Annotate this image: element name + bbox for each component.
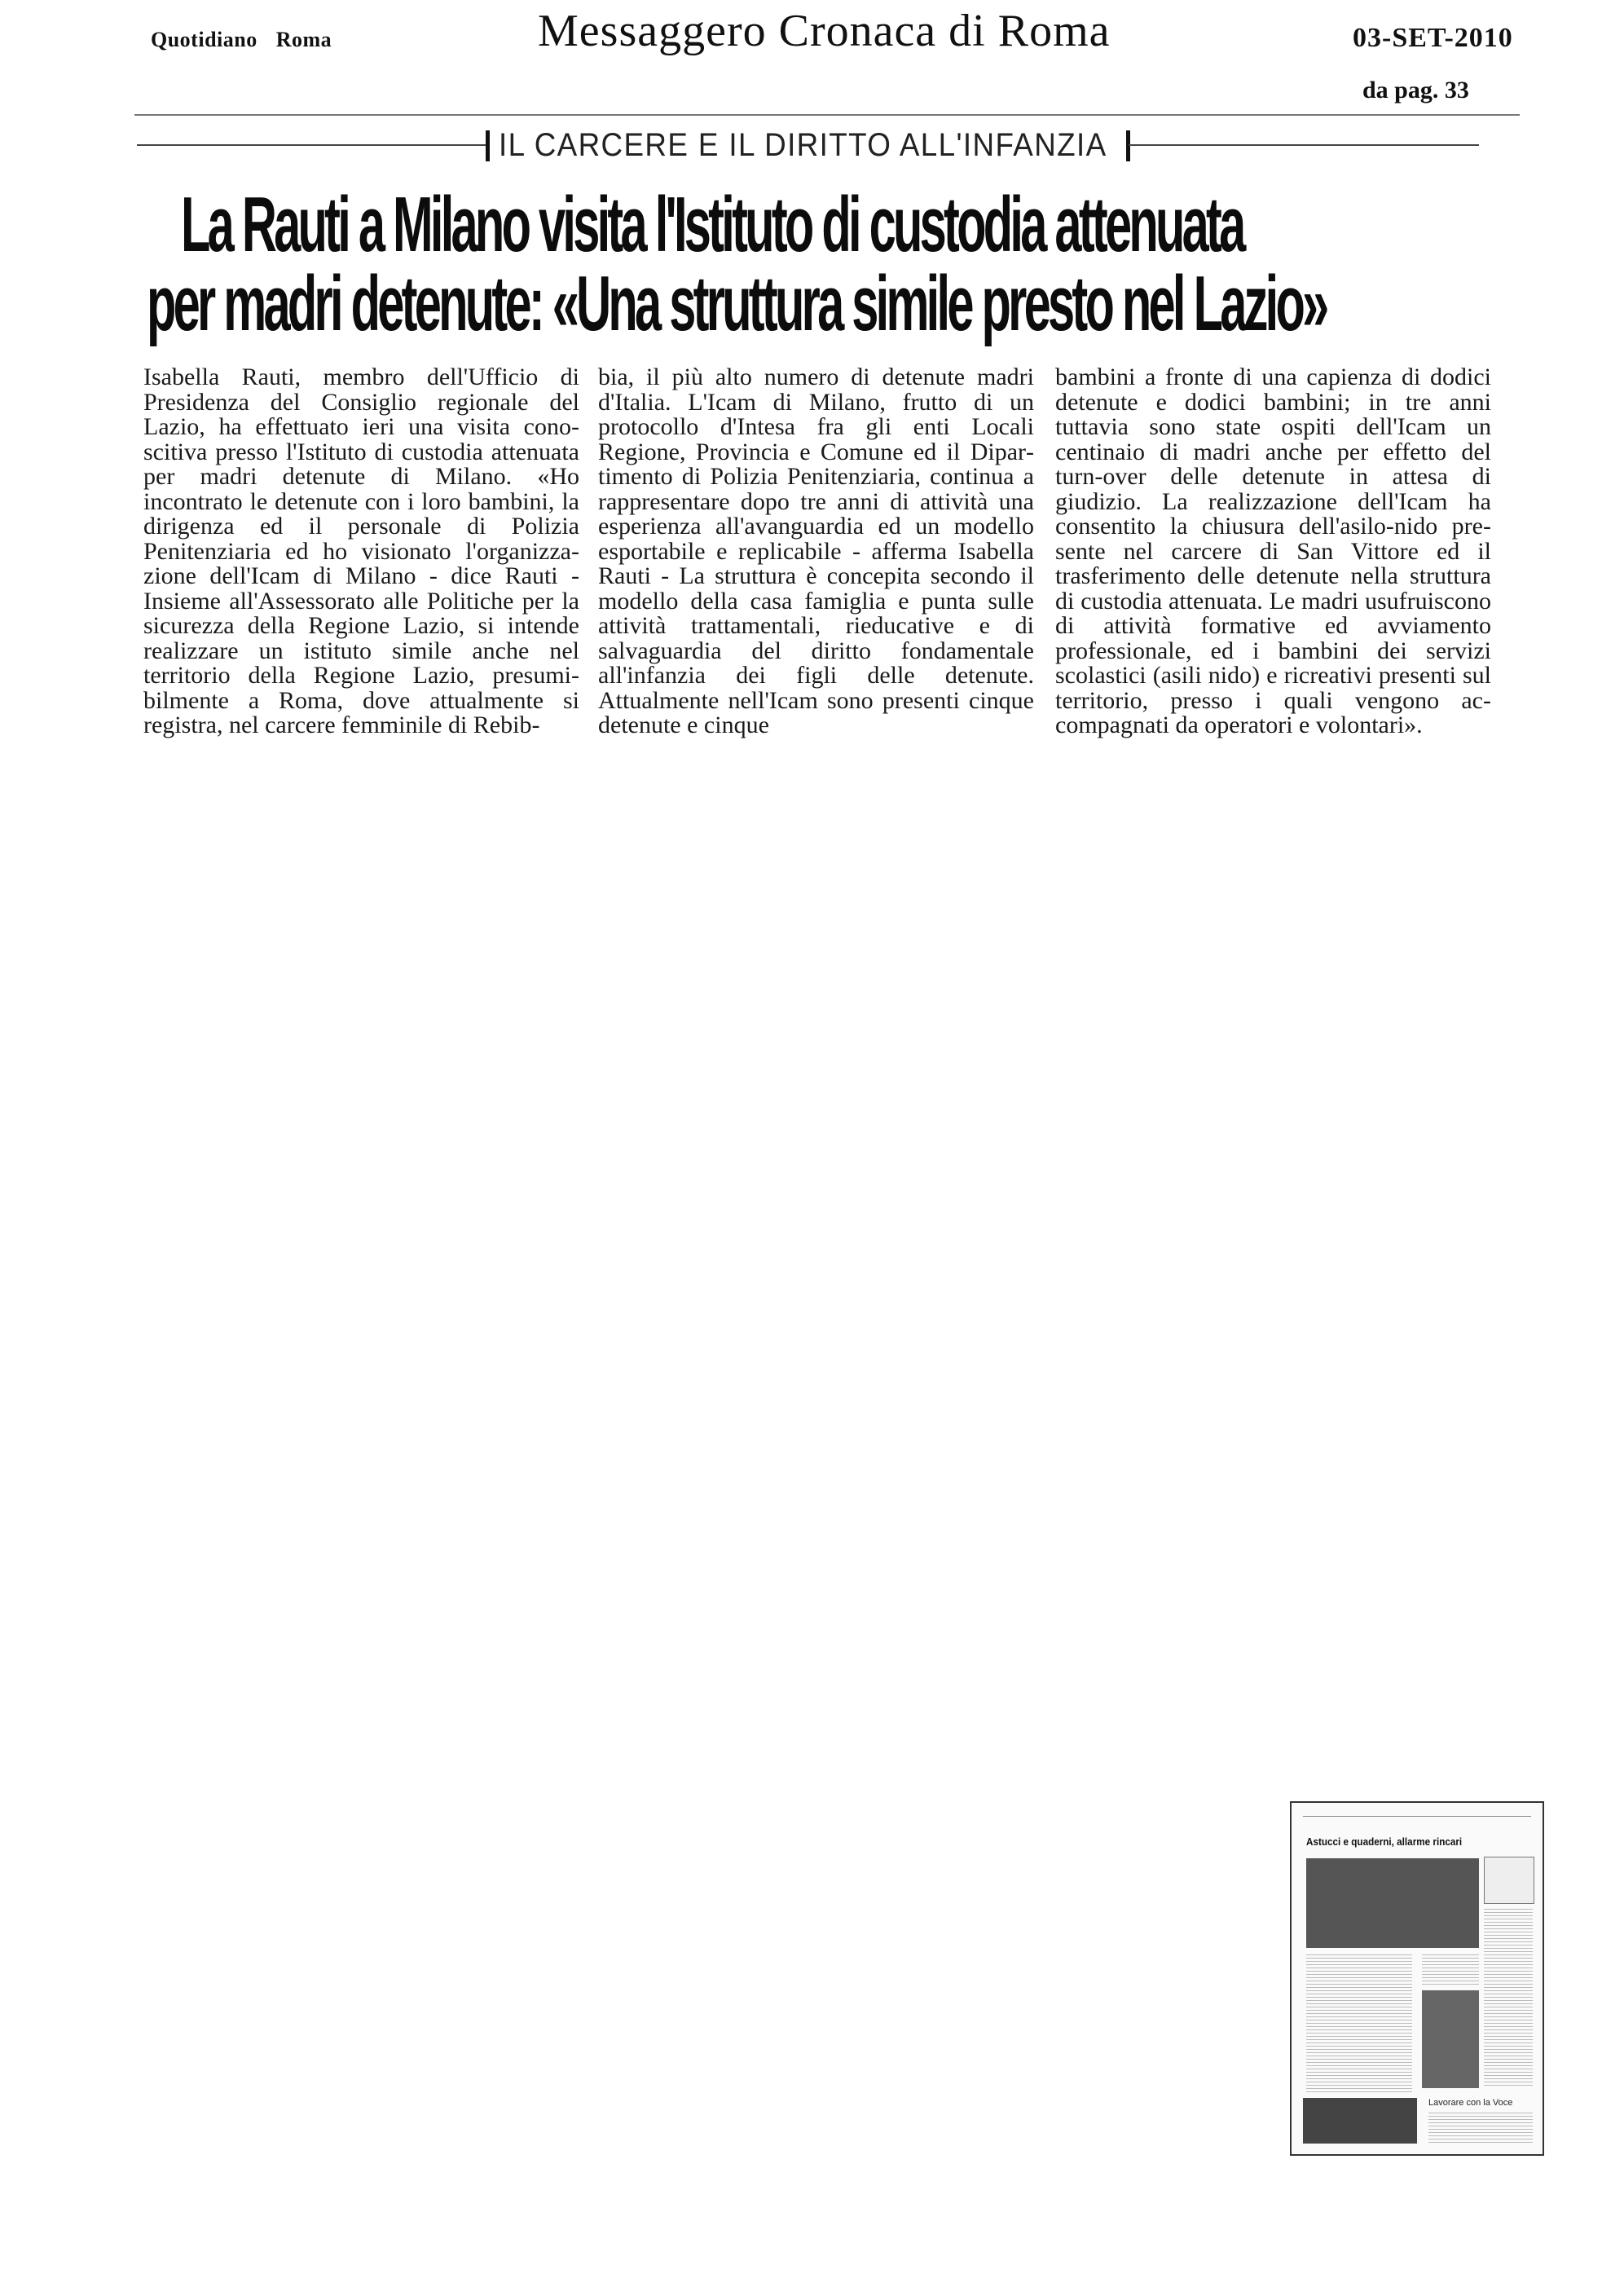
thumbnail-text-block xyxy=(1428,2113,1533,2144)
thumbnail-text-block xyxy=(1306,1954,1412,2093)
publication-region: Roma xyxy=(275,28,332,51)
page-thumbnail xyxy=(1290,1801,1544,2156)
newspaper-title: Messaggero Cronaca di Roma xyxy=(538,6,1111,56)
thumbnail-dark-box xyxy=(1303,2098,1417,2144)
kicker-rule-left xyxy=(137,144,487,146)
thumbnail-headline: Astucci e quaderni, allarme rincari xyxy=(1306,1835,1463,1848)
page-reference: da pag. 33 xyxy=(1362,77,1469,104)
publication-info xyxy=(151,28,332,52)
kicker-bar-right xyxy=(1126,130,1130,161)
publication-date: 03-SET-2010 xyxy=(1353,23,1513,53)
article-column-3: bambini a fronte di una capienza di dodici detenute e dodici bambini; in tre anni tuttavia sono state ospiti dell'Icam un centinaio di madri anche per effetto del turn-over delle detenute in attesa di giudizio. La realizzazione dell'Icam ha consentito la chiusura dell'asilo-nido presente nel carcere di San Vittore ed il trasferimento delle detenute nella struttura di custodia attenuata. Le madri usufruiscono di attività formative ed avviamento professionale, ed i bambini dei servizi scolastici (asili nido) e ricreativi presenti sul territorio, presso i quali vengono accompagnati da operatori e volontari». xyxy=(1055,364,1491,738)
article-column-1: Isabella Rauti, membro dell'Ufficio di Presidenza del Consiglio regionale del Lazio, ha effettuato ieri una visita conoscitiva presso l'Istituto di custodia attenuata per madri detenute di Milano. «Ho incontrato le detenute con i loro bambini, la dirigenza ed il personale di Polizia Penitenziaria ed ho visionato l'organizzazione dell'Icam di Milano - dice Rauti - Insieme all'Assessorato alle Politiche per la sicurezza della Regione Lazio, si intende realizzare un istituto simile anche nel territorio della Regione Lazio, presumibilmente a Roma, dove attualmente si registra, nel carcere femminile di Rebib- xyxy=(143,364,579,738)
publication-type: Quotidiano xyxy=(151,28,257,51)
thumbnail-footer-headline: Lavorare con la Voce xyxy=(1428,2098,1513,2108)
thumbnail-photo-small xyxy=(1422,1990,1479,2088)
thumbnail-text-block xyxy=(1422,1954,1479,1987)
header-divider xyxy=(134,114,1520,116)
article-kicker: IL CARCERE E IL DIRITTO ALL'INFANZIA xyxy=(499,127,1107,163)
headline-line-1: La Rauti a Milano visita l'Istituto di custodia attenuata xyxy=(181,181,1243,268)
article-column-2: bia, il più alto numero di detenute madri d'Italia. L'Icam di Milano, frutto di un protocollo d'Intesa fra gli enti Locali Regione, Provincia e Comune ed il Dipartimento di Polizia Penitenziaria, continua a rappresentare dopo tre anni di attività una esperienza all'avanguardia ed un modello esportabile e replicabile - afferma Isabella Rauti - La struttura è concepita secondo il modello della casa famiglia e punta sulle attività trattamentali, rieducative e di salvaguardia del diritto fondamentale all'infanzia dei figli delle detenute. Attualmente nell'Icam sono presenti cinque detenute e cinque xyxy=(598,364,1034,738)
kicker-rule-right xyxy=(1129,144,1479,146)
thumbnail-header-rule xyxy=(1303,1811,1531,1817)
headline-line-2: per madri detenute: «Una struttura simile presto nel Lazio» xyxy=(147,260,1327,347)
thumbnail-sidebar-box xyxy=(1484,1857,1534,1904)
thumbnail-photo xyxy=(1306,1858,1479,1948)
thumbnail-text-block xyxy=(1484,1909,1533,2088)
kicker-bar-left xyxy=(486,130,490,161)
